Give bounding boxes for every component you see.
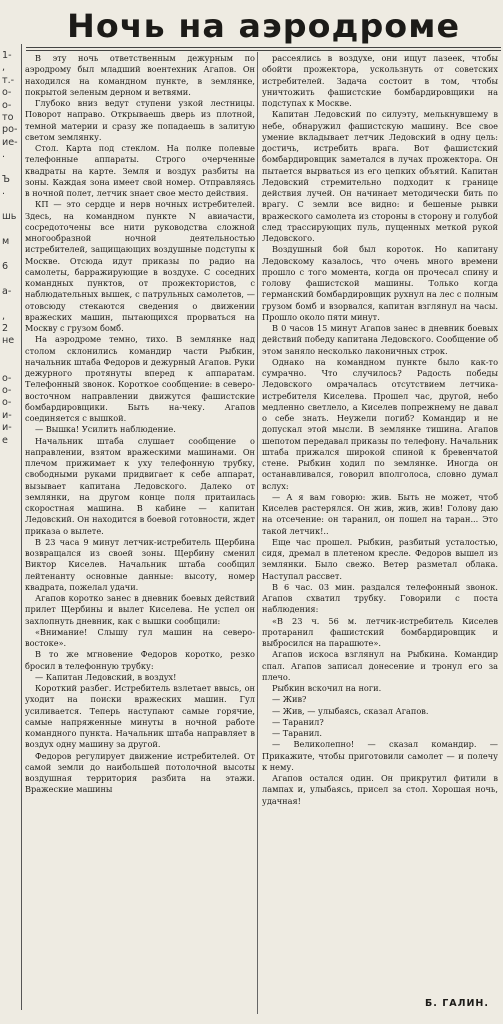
article-paragraph: — Таранил? <box>272 716 324 727</box>
article-paragraph: — Жив, — улыбаясь, сказал Агапов. <box>272 705 429 716</box>
article-paragraph: На аэродроме темно, тихо. В землянке над столом склонились командир части Рыбкин, начальник штаба Федоров и дежурный Агапов. Руки дежурного протянуты вперед к аппаратам. Телефонный звонок. Короткое сообщение: в северо-восточном направлении движутся фашистские бомбардировщики. Быть на-чеку. Агапов соединяется с вышкой. <box>25 334 255 423</box>
article-paragraph: Короткий разбег. Истребитель взлетает ввысь, он уходит на поиски вражеских машин. Гул усиливается. Теперь наступают самые горячие, самые напряженные минуты в ночной работе командного пункта. Начальник штаба направляет в воздух одну машину за другой. <box>25 683 255 750</box>
article-paragraph: — Жив? <box>272 694 307 705</box>
article-column-left <box>25 53 255 1013</box>
article-paragraph: Агапов искоса взглянул на Рыбкина. Командир спал. Агапов записал донесение и тронул его за плечо. <box>262 649 498 682</box>
article-paragraph: — Капитан Ледовский, в воздух! <box>35 671 177 682</box>
article-paragraph: Капитан Ледовский по силуэту, мелькнувшему в небе, обнаружил фашистскую машину. Все свое умение вкладывает летчик Ледовский в одну цель: достичь, истребить врага. Вот фашистский бомбардировщик заметался в лучах прожектора. Он пытается вырваться из его цепких объятий. Капитан Ледовский стремительно подходит к границе действия лучей. Он начинает методически бить по врагу. С земли все видно: и бешеные рывки вражеского самолета из стороны в сторону и голубой след трассирующих пуль, пущенных меткой рукой Ледовского. <box>262 109 498 243</box>
article-paragraph: «В 23 ч. 56 м. летчик-истребитель Киселев протаранил фашистский бомбардировщик и выбросился на парашюте». <box>262 615 498 648</box>
title-rule <box>26 47 501 48</box>
article-paragraph: Агапов остался один. Он прикрутил фитили в лампах и, улыбаясь, присел за стол. Хорошая ночь, удачная! <box>262 773 498 806</box>
article-paragraph: Рыбкин вскочил на ноги. <box>272 683 382 693</box>
article-paragraph: — А я вам говорю: жив. Быть не может, чтоб Киселев растерялся. Он жив, жив, жив! Голову даю на отсечение: он таранил, он пошел на таран... Это такой летчик!.. <box>262 491 498 536</box>
article-column-right <box>262 53 498 1013</box>
article-paragraph: Воздушный бой был короток. Но капитану Ледовскому казалось, что очень много времени прошло с того момента, когда он прочесал спину и голову фашистской машины. Только когда германский бомбардировщик рухнул на лес с полным грузом бомб и взорвался, капитан взглянул на часы. Прошло около пяти минут. <box>262 244 498 322</box>
article-paragraph: В 23 часа 9 минут летчик-истребитель Щербина возвращался из своей зоны. Щербину сменил Виктор Киселев. Начальник штаба сообщил лейтенанту основные данные: высоту, номер квадрата, пожелал удачи. <box>25 536 255 592</box>
article-paragraph: Федоров регулирует движение истребителей. От самой земли до наибольшей потолочной высоты воздушная территория разбита на этажи. Вражеские машины <box>25 750 255 795</box>
article-paragraph: — Великолепно! — сказал командир. — Прикажите, чтобы приготовили самолет — и полечу к нему. <box>262 739 498 772</box>
article-paragraph: КП — это сердце и нерв ночных истребителей. Здесь, на командном пункте N авиачасти, сосредоточены все нити руководства сложной многообразной ночной деятельностью истребителей, защищающих воздушные подступы к Москве. Отсюда идут приказы по радио на самолеты, барражирующие в воздухе. С соседних командных пунктов, от прожектористов, с наблюдательных вышек, с патрульных самолетов, — отовсюду стекаются сведения о движении вражеских машин, пытающихся прорваться на Москву с грузом бомб. <box>25 199 255 333</box>
article-paragraph: В 6 час. 03 мин. раздался телефонный звонок. Агапов схватил трубку. Говорили с поста наблюдения: <box>262 581 498 615</box>
column-divider <box>257 52 258 1014</box>
article-title: Ночь на аэродроме <box>66 7 461 45</box>
author-signature: Б. ГАЛИН. <box>425 998 489 1009</box>
article-paragraph: Однако на командном пункте было как-то сумрачно. Что случилось? Радость победы Ледовского омрачалась отсутствием летчика-истребителя Киселева. Прошел час, другой, небо медленно светлело, а Киселев попрежнему не давал о себе знать. Неужели погиб? Командир и не допускал этой мысли. В землянке тишина. Агапов шепотом передавал приказы по телефону. Начальник штаба прижался широкой спиной к бревенчатой стене. Рыбкин ходил по землянке. Иногда он останавливался, говорил вполголоса, словно думал вслух: <box>262 356 498 491</box>
article-paragraph: Агапов коротко занес в дневник боевых действий прилет Щербины и вылет Киселева. Не успел он захлопнуть дневник, как с вышки сообщили: <box>25 593 255 626</box>
cropped-neighbor-column: 1- , т.- о- о- то ро- ие- . Ъ . шь м 6 а- , 2 не о- о- о- и- и- е <box>2 50 18 446</box>
article-paragraph: Стол. Карта под стеклом. На полке полевые телефонные аппараты. Строго очерченные квадраты на карте. Земля и воздух разбиты на зоны. Каждая зона имеет свой номер. Отправляясь в ночной полет, летчик знает свое место действия. <box>25 143 255 198</box>
article-paragraph: рассеялись в воздухе, они ищут лазеек, чтобы обойти прожектора, ускользнуть от советских истребителей. Задача состоит в том, чтобы уничтожить фашистские бомбардировщики на подступах к Москве. <box>262 53 498 108</box>
article-paragraph: В эту ночь ответственным дежурным по аэродрому был младший воентехник Агапов. Он находился на командном пункте, в землянке, покрытой зеленым дерном и ветвями. <box>25 53 255 97</box>
article-paragraph: Глубоко вниз ведут ступени узкой лестницы. Поворот направо. Открываешь дверь из плотной, темной материи и сразу же попадаешь в залитую светом землянку. <box>25 98 255 142</box>
article-paragraph: Начальник штаба слушает сообщение о направлении, взятом вражескими машинами. Он плечом прижимает к уху телефонную трубку, свободными руками придвигает к себе аппарат, вызывает капитана Ледовского. Далеко от землянки, на другом конце поля притаилась скоростная машина. В кабине — капитан Ледовский. Он находится в боевой готовности, ждет приказа о вылете. <box>25 435 255 536</box>
article-paragraph: «Внимание! Слышу гул машин на северо-востоке». <box>25 626 255 648</box>
article-paragraph: Еще час прошел. Рыбкин, разбитый усталостью, сидя, дремал в плетеном кресле. Федоров вышел из землянки. Было свежо. Ветер разметал облака. Наступал рассвет. <box>262 536 498 581</box>
article-paragraph: В 0 часов 15 минут Агапов занес в дневник боевых действий победу капитана Ледовского. Сообщение об этом заняло несколько лаконичных строк. <box>262 323 498 356</box>
article-paragraph: В то же мгновение Федоров коротко, резко бросил в телефонную трубку: <box>25 649 255 671</box>
column-edge-rule <box>21 44 22 1010</box>
article-paragraph: — Вышка! Усилить наблюдение. <box>35 424 176 435</box>
article-paragraph: — Таранил. <box>272 728 322 738</box>
title-rule-thin <box>26 50 501 51</box>
